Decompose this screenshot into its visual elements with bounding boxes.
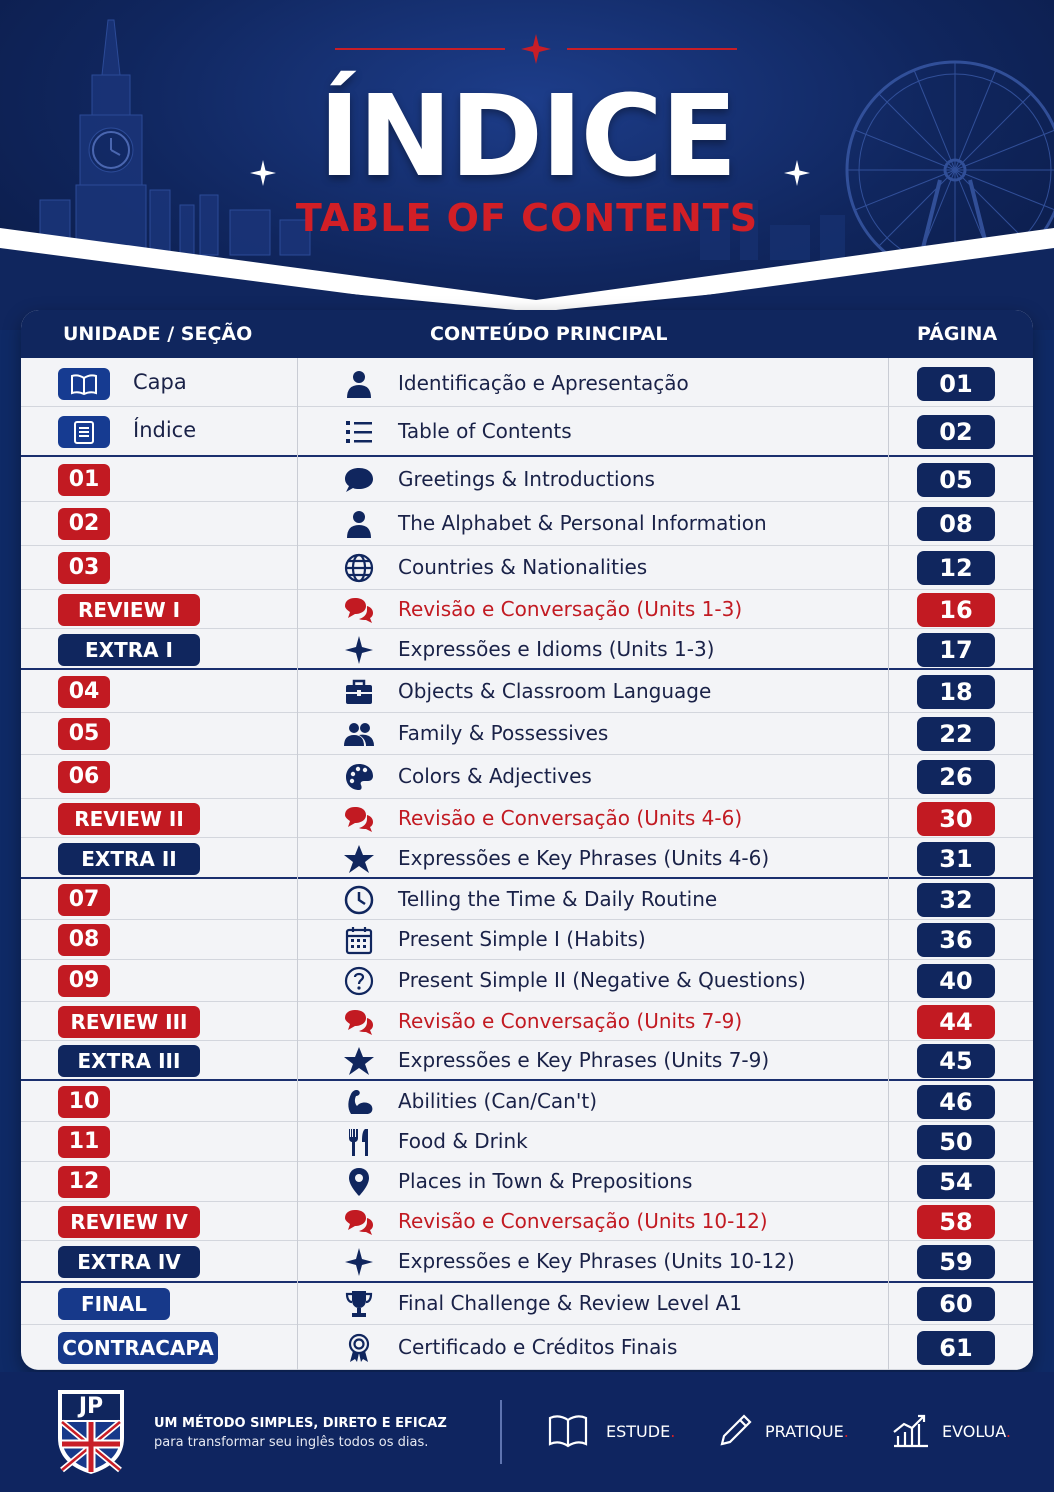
page-number-badge: 46 [917,1085,995,1119]
table-row [21,629,1033,670]
table-row [21,590,1033,629]
clock-icon [343,884,375,916]
table-row [21,1241,1033,1283]
page-number-badge: 31 [917,842,995,876]
unit-badge: 02 [58,508,110,540]
unit-badge: 09 [58,965,110,997]
unit-badge: 03 [58,552,110,584]
unit-badge: REVIEW II [58,803,200,835]
location-pin-icon [343,1166,375,1198]
globe-icon [343,552,375,584]
header [0,0,1054,330]
row-content: Expressões e Key Phrases (Units 7-9) [398,1048,770,1072]
growth-chart-icon [890,1412,930,1448]
unit-badge: CONTRACAPA [58,1332,218,1364]
logo-text: JP [78,1394,104,1419]
table-row [21,960,1033,1002]
header-page: PÁGINA [917,323,998,345]
row-content: Revisão e Conversação (Units 7-9) [398,1008,743,1033]
speech-bubble-icon [343,464,375,496]
palette-icon [343,761,375,793]
sparkle-icon [343,634,375,666]
unit-badge: 10 [58,1086,110,1118]
list-icon [343,416,375,448]
table-row [21,1162,1033,1202]
index-document-icon [58,416,110,448]
chat-bubbles-icon [343,594,375,626]
page-number-badge: 45 [917,1044,995,1078]
page-number-badge: 61 [917,1331,995,1365]
table-row [21,1325,1033,1370]
calendar-icon [343,924,375,956]
row-content: The Alphabet & Personal Information [398,511,767,535]
header-content: CONTEÚDO PRINCIPAL [430,323,668,345]
section-label: Índice [133,418,197,442]
footer-item-pratique: PRATIQUE. [765,1422,849,1441]
person-icon [343,368,375,400]
page-number-badge: 40 [917,964,995,998]
table-row [21,755,1033,799]
question-icon [343,965,375,997]
page-number-badge: 30 [917,802,995,836]
table-row [21,1202,1033,1241]
tagline-heading: UM MÉTODO SIMPLES, DIRETO E EFICAZ [154,1416,447,1431]
pencil-icon [716,1412,756,1448]
table-header [21,310,1033,358]
unit-badge: 07 [58,884,110,916]
column-divider-2 [888,358,889,1370]
muscle-icon [343,1086,375,1118]
row-content: Table of Contents [398,419,572,443]
table-row [21,407,1033,457]
table-row [21,1002,1033,1041]
row-content: Food & Drink [398,1129,528,1153]
page-number-badge: 02 [917,415,995,449]
table-row [21,1081,1033,1122]
page-number-badge: 58 [917,1205,995,1239]
table-row [21,799,1033,838]
table-row [21,713,1033,755]
table-row [21,360,1033,407]
star-icon [343,1045,375,1077]
page-title: ÍNDICE [318,72,736,202]
row-content: Telling the Time & Daily Routine [398,886,718,911]
page-number-badge: 60 [917,1287,995,1321]
row-content: Present Simple II (Negative & Questions) [398,968,806,992]
unit-badge: 05 [58,718,110,750]
page-subtitle: TABLE OF CONTENTS [295,196,759,240]
briefcase-icon [343,676,375,708]
unit-badge: 01 [58,464,110,496]
table-row [21,1122,1033,1162]
footer-item-evolua: EVOLUA. [942,1422,1011,1441]
page-number-badge: 05 [917,463,995,497]
award-icon [343,1332,375,1364]
page-number-badge: 22 [917,717,995,751]
unit-badge: FINAL [58,1288,170,1320]
row-content: Places in Town & Prepositions [398,1169,693,1193]
table-row [21,457,1033,502]
fork-knife-icon [343,1126,375,1158]
unit-badge: EXTRA II [58,843,200,875]
table-row [21,838,1033,879]
page-number-badge: 36 [917,923,995,957]
page-number-badge: 08 [917,507,995,541]
open-book-icon [548,1412,588,1448]
trophy-icon [343,1288,375,1320]
chat-bubbles-icon [343,803,375,835]
page-number-badge: 59 [917,1245,995,1279]
table-row [21,920,1033,960]
header-unit: UNIDADE / SEÇÃO [63,323,253,345]
page-number-badge: 50 [917,1125,995,1159]
table-row [21,879,1033,920]
page-number-badge: 17 [917,633,995,667]
tagline-text: para transformar seu inglês todos os dias. [154,1435,429,1450]
row-content: Final Challenge & Review Level A1 [398,1291,743,1315]
table-row [21,502,1033,546]
footer-item-estude: ESTUDE. [606,1422,676,1441]
page-number-badge: 18 [917,675,995,709]
table-row [21,546,1033,590]
sparkle-icon [343,1246,375,1278]
page-number-badge: 26 [917,760,995,794]
chat-bubbles-icon [343,1206,375,1238]
unit-badge: 11 [58,1126,110,1158]
person-icon [343,508,375,540]
unit-badge: REVIEW IV [58,1206,200,1238]
page-number-badge: 01 [917,367,995,401]
unit-badge: EXTRA III [58,1045,200,1077]
row-content: Abilities (Can/Can't) [398,1088,598,1113]
table-of-contents [21,310,1033,1370]
page-number-badge: 32 [917,883,995,917]
top-rule-right [567,48,737,50]
page-number-badge: 44 [917,1005,995,1039]
row-content: Identificação e Apresentação [398,370,689,395]
row-content: Present Simple I (Habits) [398,927,646,951]
row-content: Revisão e Conversação (Units 10-12) [398,1208,768,1233]
row-content: Countries & Nationalities [398,555,648,579]
unit-badge: REVIEW III [58,1006,200,1038]
row-content: Revisão e Conversação (Units 1-3) [398,596,743,621]
row-content: Expressões e Key Phrases (Units 10-12) [398,1249,795,1273]
unit-badge: 08 [58,924,110,956]
row-content: Objects & Classroom Language [398,678,712,703]
unit-badge: 04 [58,676,110,708]
section-label: Capa [133,369,187,394]
page-number-badge: 12 [917,551,995,585]
row-content: Expressões e Key Phrases (Units 4-6) [398,845,770,870]
row-content: Colors & Adjectives [398,764,592,788]
unit-badge: 12 [58,1166,110,1198]
page-number-badge: 16 [917,593,995,627]
unit-badge: EXTRA I [58,634,200,666]
column-divider-1 [297,358,298,1370]
unit-badge: 06 [58,761,110,793]
row-content: Greetings & Introductions [398,466,655,491]
table-row [21,1041,1033,1081]
page-number-badge: 54 [917,1165,995,1199]
unit-badge: REVIEW I [58,594,200,626]
book-icon [58,368,110,400]
row-content: Expressões e Idioms (Units 1-3) [398,636,715,661]
chat-bubbles-icon [343,1006,375,1038]
row-content: Revisão e Conversação (Units 4-6) [398,805,743,830]
table-row [21,1283,1033,1325]
unit-badge: EXTRA IV [58,1246,200,1278]
footer-divider [500,1400,502,1464]
footer [0,1372,1054,1492]
table-row [21,670,1033,713]
top-rule-left [335,48,505,50]
people-icon [343,718,375,750]
row-content: Family & Possessives [398,721,609,745]
row-content: Certificado e Créditos Finais [398,1334,678,1359]
red-star-ornament-icon [521,34,551,64]
star-icon [343,843,375,875]
